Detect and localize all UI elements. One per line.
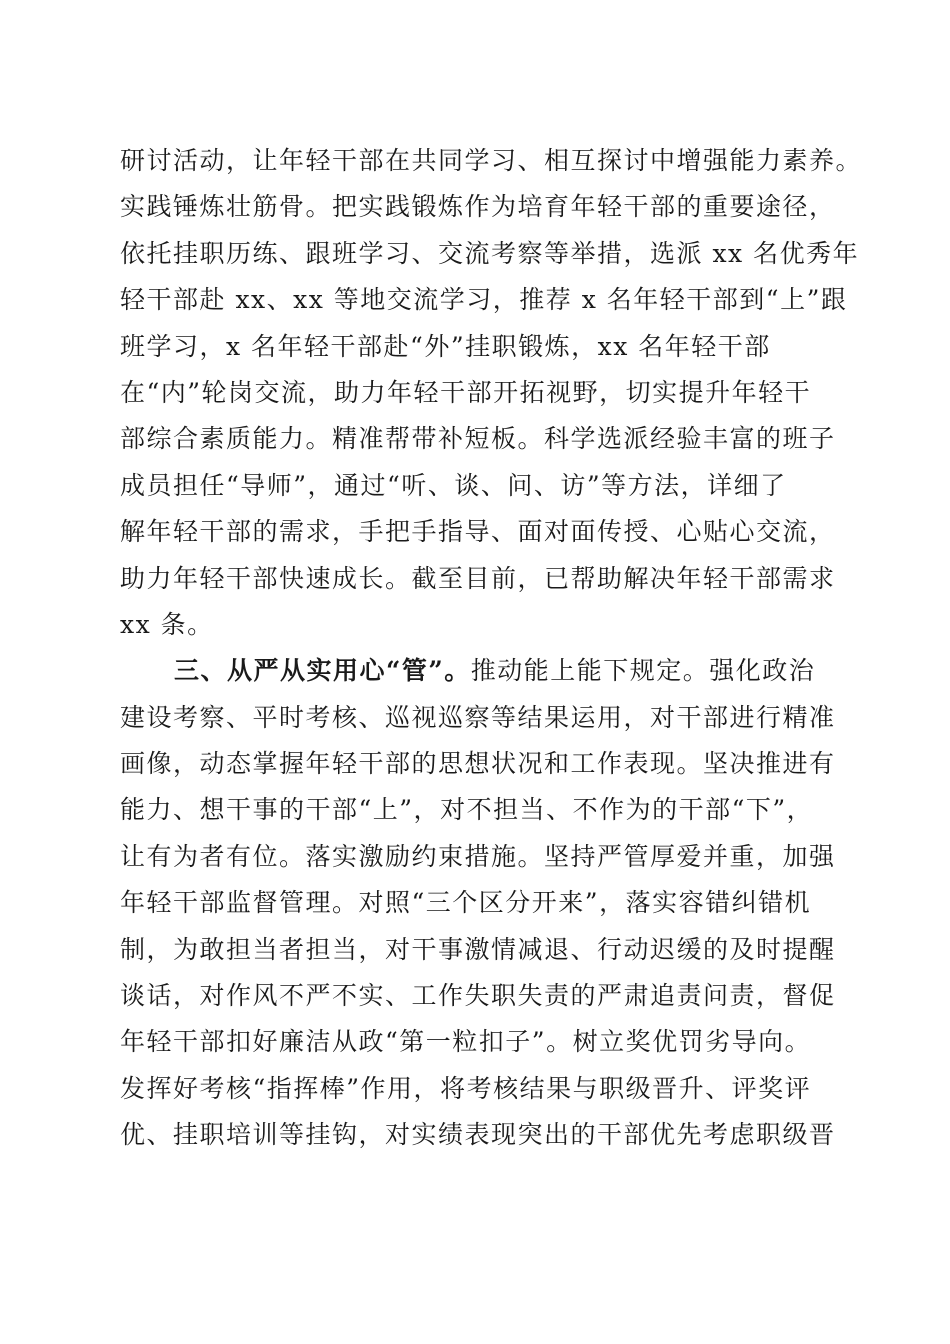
text-line: 助力年轻干部快速成长。截至目前，已帮助解决年轻干部需求 <box>120 563 836 593</box>
text-line: 谈话，对作风不严不实、工作失职失责的严肃追责问责，督促 <box>120 981 836 1011</box>
text-line: 制，为敢担当者担当，对干事激情减退、行动迟缓的及时提醒 <box>120 934 836 964</box>
text-line: xx 条。 <box>120 609 214 639</box>
text-line: 年轻干部扣好廉洁从政“第一粒扣子”。树立奖优罚劣导向。 <box>120 1027 812 1057</box>
text-line: 轻干部赴 xx、xx 等地交流学习，推荐 x 名年轻干部到“上”跟 <box>120 285 848 315</box>
body-text <box>120 138 863 1159</box>
text-line: 解年轻干部的需求，手把手指导、面对面传授、心贴心交流， <box>120 517 836 547</box>
section-heading: 三、从严从实用心“管”。 <box>174 656 471 686</box>
text-line: 优、挂职培训等挂钩，对实绩表现突出的干部优先考虑职级晋 <box>120 1120 836 1150</box>
text-line: 班学习，x 名年轻干部赴“外”挂职锻炼，xx 名年轻干部 <box>120 331 771 361</box>
text-line: 发挥好考核“指挥棒”作用，将考核结果与职级晋升、评奖评 <box>120 1073 812 1103</box>
text-line: 能力、想干事的干部“上”，对不担当、不作为的干部“下”， <box>120 795 814 825</box>
text-line: 让有为者有位。落实激励约束措施。坚持严管厚爱并重，加强 <box>120 841 836 871</box>
text-line: 研讨活动，让年轻干部在共同学习、相互探讨中增强能力素养。 <box>120 146 863 175</box>
text-line: 依托挂职历练、跟班学习、交流考察等举措，选派 xx 名优秀年 <box>120 238 860 268</box>
text-line: 成员担任“导师”，通过“听、谈、问、访”等方法，详细了 <box>120 470 787 500</box>
section-first-line <box>120 648 840 694</box>
text-line: 建设考察、平时考核、巡视巡察等结果运用，对干部进行精准 <box>120 702 836 732</box>
section-lead-text: 推动能上能下规定。强化政治 <box>470 656 816 686</box>
text-line: 部综合素质能力。精准帮带补短板。科学选派经验丰富的班子 <box>120 424 836 454</box>
text-line: 在“内”轮岗交流，助力年轻干部开拓视野，切实提升年轻干 <box>120 377 812 407</box>
text-line: 画像，动态掌握年轻干部的思想状况和工作表现。坚决推进有 <box>120 749 836 779</box>
text-line: 实践锤炼壮筋骨。把实践锻炼作为培育年轻干部的重要途径， <box>120 192 836 222</box>
text-line: 年轻干部监督管理。对照“三个区分开来”，落实容错纠错机 <box>120 888 812 918</box>
